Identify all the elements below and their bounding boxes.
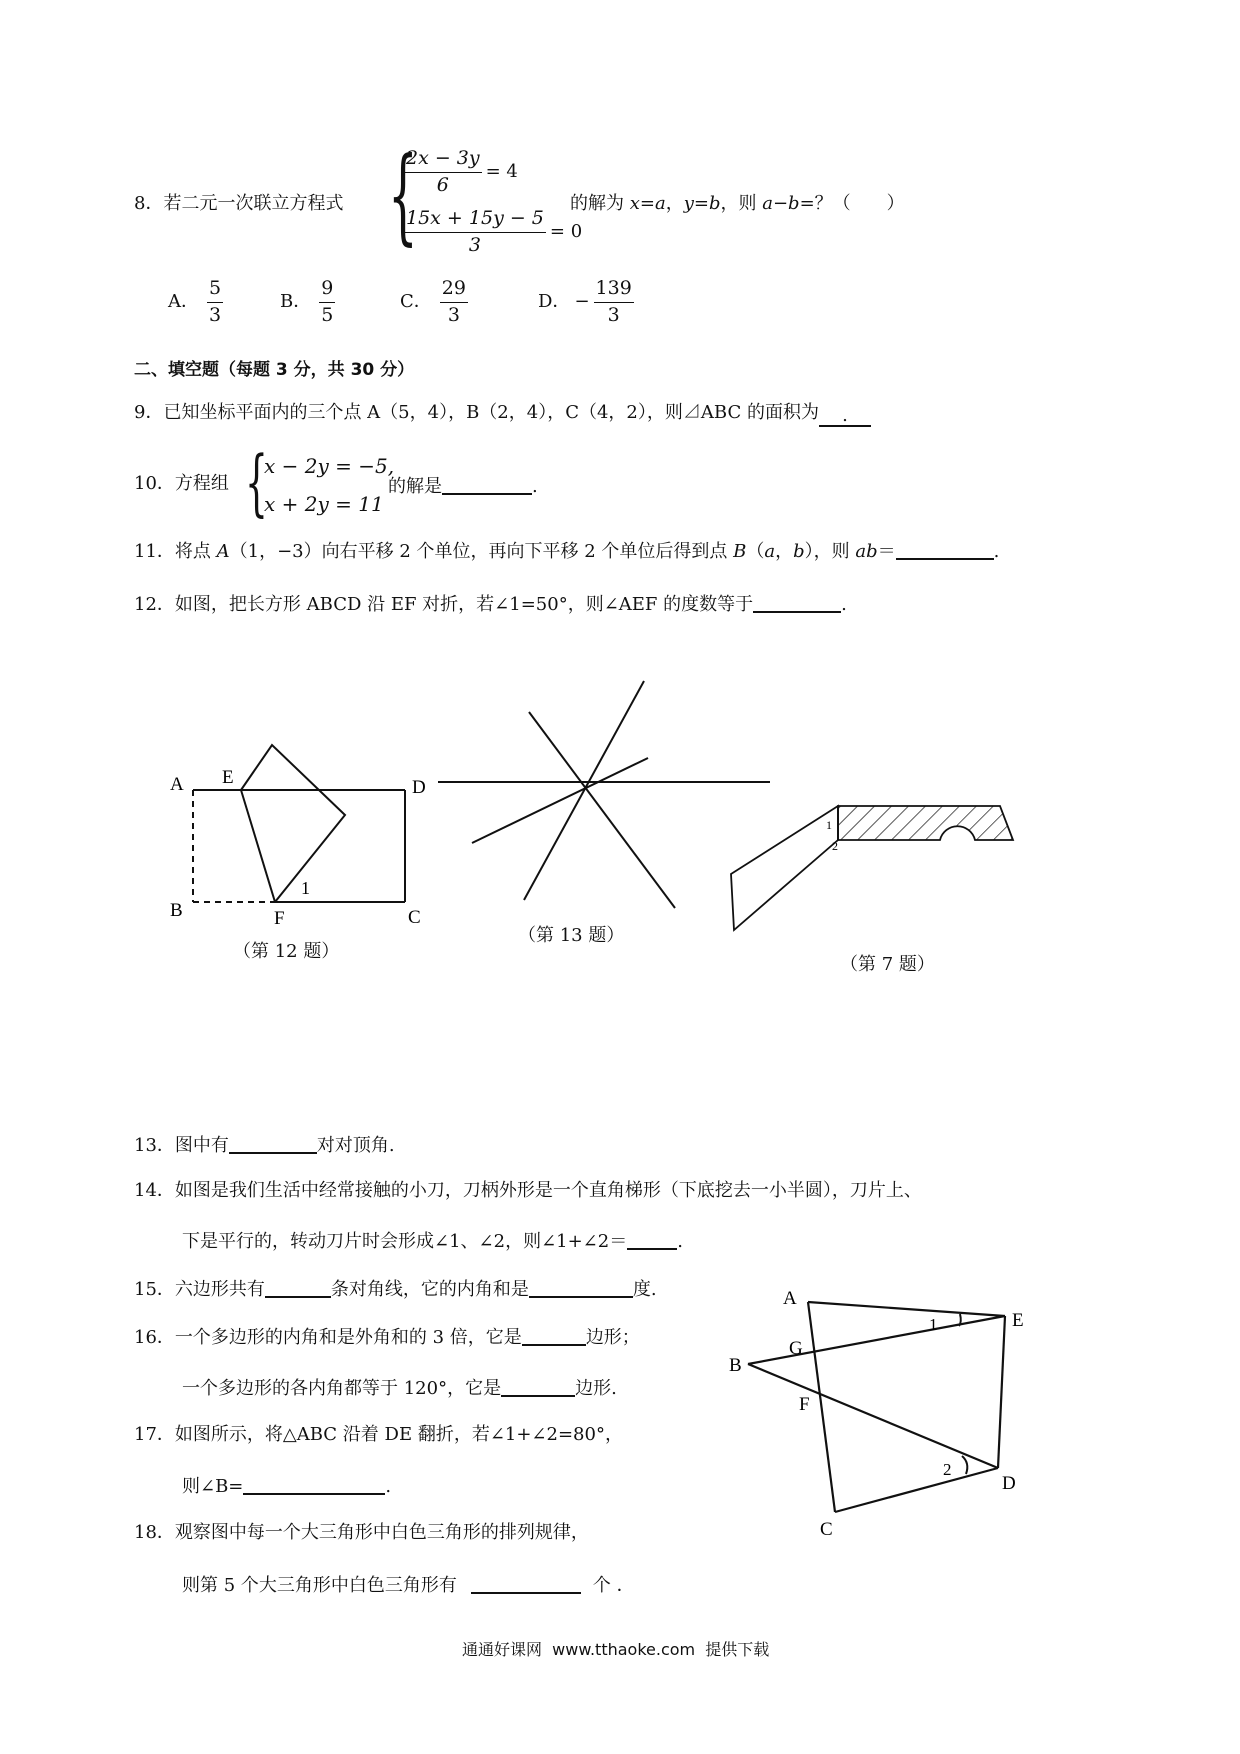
label-f: F (799, 1394, 810, 1415)
q15: 15．六边形共有 条对角线，它的内角和是 度. (134, 1279, 657, 1300)
figure-17 (725, 1280, 1035, 1545)
segment-ae (808, 1302, 1005, 1316)
q16-line1: 16．一个多边形的内角和是外角和的 3 倍，它是 边形； (134, 1327, 640, 1348)
q11: 11．将点 A（1，−3）向右平移 2 个单位，再向下平移 2 个单位后得到点 B（a，b），则 ab＝ . (134, 541, 1000, 562)
q13: 13．图中有 对对顶角. (134, 1135, 395, 1156)
figure-7-caption: （第 7 题） (840, 954, 935, 975)
fold-line-ef (241, 790, 275, 902)
label-d: D (412, 777, 426, 798)
q11-answer-blank[interactable] (896, 540, 994, 560)
label-c: C (820, 1519, 833, 1540)
q15-blank-2[interactable] (529, 1278, 633, 1298)
q18-line1: 18．观察图中每一个大三角形中白色三角形的排列规律， (134, 1522, 589, 1543)
label-e: E (222, 767, 234, 788)
label-angle-1: 1 (301, 878, 310, 898)
q17-line2: 则∠B= . (182, 1476, 392, 1497)
segment-ac (808, 1302, 835, 1512)
q10-lead: 10．方程组 (134, 473, 229, 494)
q8-lead: 8．若二元一次联立方程式 (134, 193, 344, 214)
q8-option-a: A． $\frac{5}{3}$ (168, 277, 222, 326)
label-c: C (408, 907, 421, 928)
q18-line2: 则第 5 个大三角形中白色三角形有 个 ． (182, 1575, 635, 1596)
label-a: A (783, 1288, 797, 1309)
knife-handle (838, 806, 1013, 840)
q13-answer-blank[interactable] (229, 1134, 317, 1154)
q10-answer-blank[interactable] (442, 475, 532, 495)
q17-answer-blank[interactable] (243, 1475, 385, 1495)
q16-blank-1[interactable] (522, 1326, 586, 1346)
figure-12 (160, 725, 450, 965)
section-heading: 二、填空题（每题 3 分，共 30 分） (134, 360, 415, 380)
folded-flap (241, 745, 345, 902)
label-d: D (1002, 1473, 1016, 1494)
label-e: E (1012, 1310, 1024, 1331)
figure-7 (725, 795, 1015, 935)
label-angle-1: 1 (826, 818, 832, 832)
line-diagonal-2 (524, 681, 644, 900)
label-g: G (789, 1338, 803, 1359)
segment-be (748, 1316, 1005, 1364)
label-angle-1: 1 (929, 1315, 938, 1334)
q14-line2: 下是平行的，转动刀片时会形成∠1、∠2，则∠1+∠2＝ . (182, 1231, 683, 1252)
q8-option-b: B． $\frac{9}{5}$ (280, 277, 334, 326)
page-footer: 通通好课网 www.tthaoke.com 提供下载 (462, 1640, 770, 1659)
label-angle-2: 2 (943, 1460, 952, 1479)
q10-equation-1: x − 2y = −5, (264, 454, 395, 478)
q8-option-d: D． − $\frac{139}{3}$ (538, 277, 632, 326)
q18-answer-blank[interactable] (471, 1574, 581, 1594)
line-diagonal-1 (529, 712, 675, 908)
q10-equation-2: x + 2y = 11 (264, 492, 384, 516)
figure-12-caption: （第 12 题） (233, 941, 340, 962)
line-diagonal-3 (472, 758, 648, 843)
q12: 12．如图，把长方形 ABCD 沿 EF 对折，若∠1=50°，则∠AEF 的度数等于 . (134, 594, 847, 615)
label-b: B (170, 900, 183, 921)
q8-tail: 的解为 x=a，y=b，则 a−b=？（ ） (570, 193, 905, 214)
q16-blank-2[interactable] (501, 1377, 575, 1397)
angle-1-arc (959, 1314, 961, 1326)
q8-equation-2: $\frac{15x + 15y - 5}{3}$ = 0 (406, 207, 583, 256)
label-f: F (274, 908, 285, 929)
q10-tail: 的解是 . (388, 476, 538, 497)
q8-brace: { (388, 134, 418, 256)
q12-answer-blank[interactable] (753, 593, 841, 613)
q8-equation-1: $\frac{2x - 3y}{6}$ = 4 (406, 147, 518, 196)
q14-answer-blank[interactable] (627, 1230, 677, 1250)
label-a: A (170, 774, 184, 795)
segment-cd (835, 1468, 998, 1512)
label-b: B (729, 1355, 742, 1376)
label-angle-2: 2 (832, 839, 838, 853)
q9: 9．已知坐标平面内的三个点 A（5，4），B（2，4），C（4，2），则⊿ABC 的面积为 . (134, 404, 871, 427)
q17-line1: 17．如图所示，将△ABC 沿着 DE 翻折，若∠1+∠2=80°， (134, 1424, 623, 1445)
angle-2-arc (962, 1456, 967, 1474)
q15-blank-1[interactable] (265, 1278, 331, 1298)
q10-brace: { (245, 440, 268, 524)
figure-13-caption: （第 13 题） (518, 925, 625, 946)
knife-blade (731, 806, 838, 930)
segment-bd (748, 1364, 998, 1468)
q14-line1: 14．如图是我们生活中经常接触的小刀，刀柄外形是一个直角梯形（下底挖去一小半圆），刀片上、 (134, 1180, 922, 1201)
q9-answer-blank[interactable]: . (819, 407, 871, 427)
segment-ed (998, 1316, 1005, 1468)
q16-line2: 一个多边形的各内角都等于 120°，它是 边形. (182, 1378, 617, 1399)
q8-option-c: C． $\frac{29}{3}$ (400, 277, 466, 326)
